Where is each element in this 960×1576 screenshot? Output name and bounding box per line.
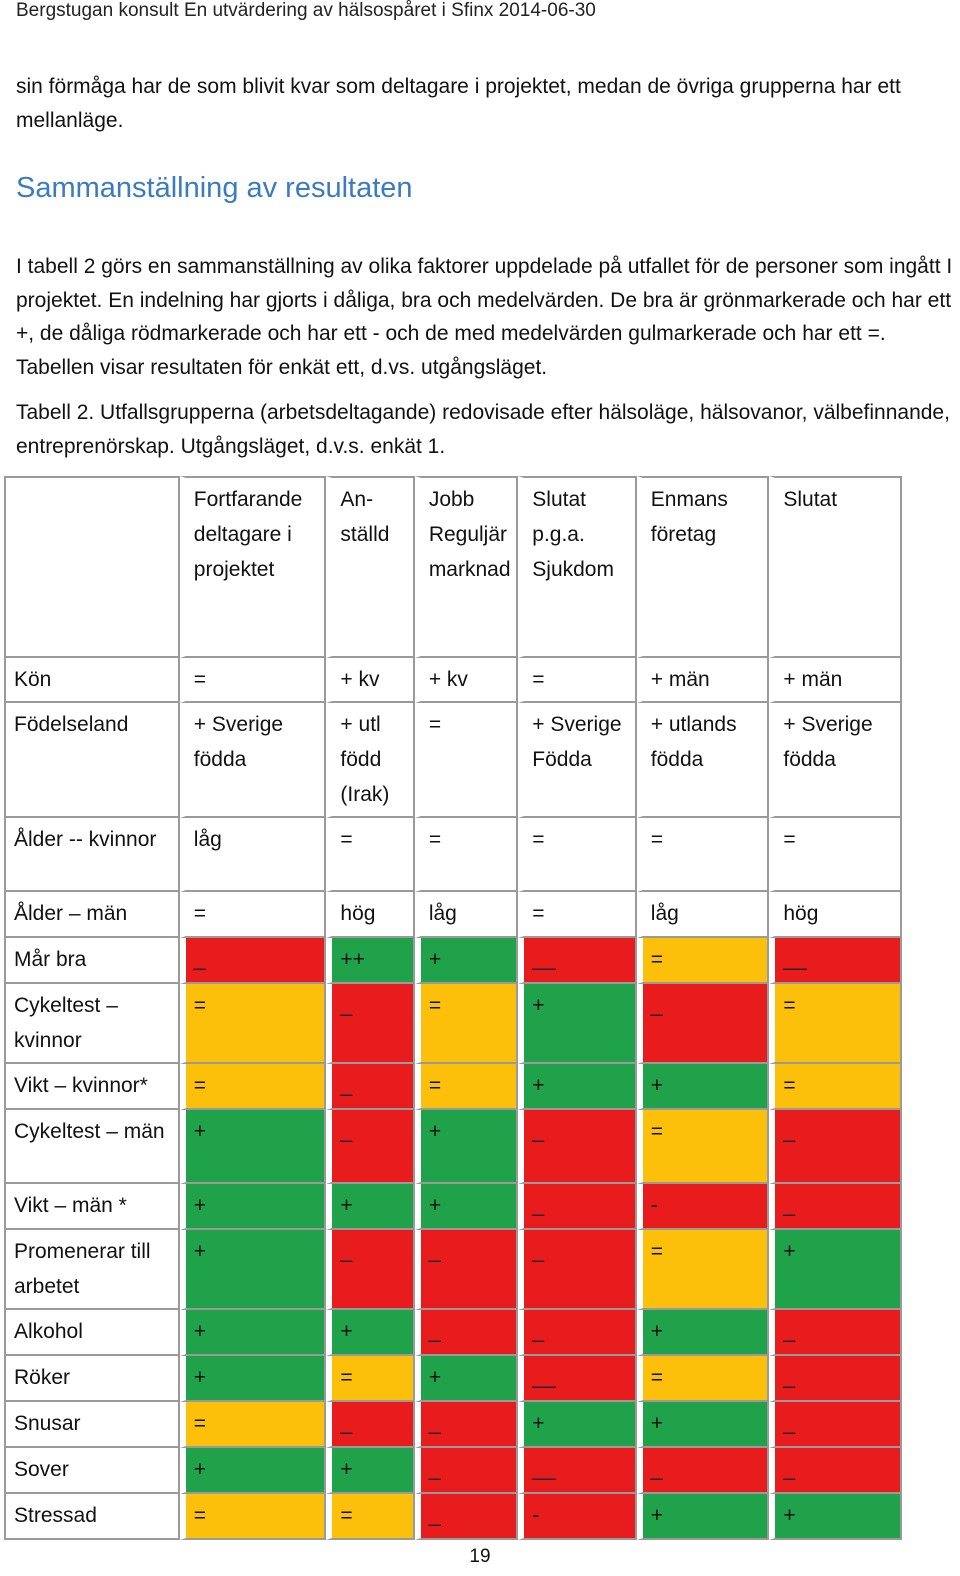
table-cell: = xyxy=(769,984,902,1064)
table-cell: _ xyxy=(326,1064,414,1110)
table-row xyxy=(4,1230,902,1310)
table-row xyxy=(4,1064,902,1110)
table-cell: _ xyxy=(415,1402,518,1448)
table-cell: + utlands födda xyxy=(637,703,770,818)
table-cell: = xyxy=(326,1494,414,1540)
table-cell: _ xyxy=(415,1310,518,1356)
row-label: Stressad xyxy=(4,1494,180,1540)
table-cell: __ xyxy=(518,1356,637,1402)
table-cell: _ xyxy=(326,984,414,1064)
table-row xyxy=(4,1310,902,1356)
table-cell: _ xyxy=(415,1494,518,1540)
table-cell: + xyxy=(518,1402,637,1448)
column-header: Enmans företag xyxy=(637,476,770,658)
row-label: Ålder -- kvinnor xyxy=(4,818,180,892)
table-cell: _ xyxy=(769,1310,902,1356)
table-row xyxy=(4,1184,902,1230)
table-row xyxy=(4,658,902,703)
table-cell: + män xyxy=(769,658,902,703)
table-cell: __ xyxy=(769,938,902,984)
row-label: Vikt – kvinnor* xyxy=(4,1064,180,1110)
table-cell: + xyxy=(769,1230,902,1310)
column-header: Slutat xyxy=(769,476,902,658)
table-cell: = xyxy=(415,818,518,892)
table-cell: + xyxy=(637,1310,770,1356)
table-cell: + xyxy=(326,1184,414,1230)
table-cell: _ xyxy=(180,938,327,984)
body-paragraph: I tabell 2 görs en sammanställning av olika faktorer uppdelade på utfallet för de personer som ingått I projektet. En indelning har gjorts i dåliga, bra och medelvärden. De bra är grönmarkerade och har ett +, de dåliga rödmarkerade och har ett - och de med medelvärden gulmarkerade och har ett =. Tabellen visar resultaten för enkät ett, d.vs. utgångsläget. xyxy=(16,255,953,379)
table-cell: + xyxy=(180,1110,327,1184)
table-cell: hög xyxy=(769,892,902,938)
table-cell: + män xyxy=(637,658,770,703)
table-cell: + xyxy=(637,1494,770,1540)
row-label: Cykeltest – kvinnor xyxy=(4,984,180,1064)
table-cell: = xyxy=(518,658,637,703)
table-cell: ++ xyxy=(326,938,414,984)
table-cell: _ xyxy=(518,1230,637,1310)
column-header: An-ställd xyxy=(326,476,414,658)
table-cell: + xyxy=(180,1310,327,1356)
table-cell: _ xyxy=(415,1230,518,1310)
table-cell: + xyxy=(415,1110,518,1184)
table-row xyxy=(4,938,902,984)
table-cell: - xyxy=(518,1494,637,1540)
table-cell: = xyxy=(180,1402,327,1448)
table-cell: = xyxy=(180,892,327,938)
table-cell: = xyxy=(637,1110,770,1184)
table-cell: = xyxy=(180,1064,327,1110)
table-cell: = xyxy=(180,658,327,703)
column-header xyxy=(4,476,180,658)
table-cell: = xyxy=(637,1356,770,1402)
results-table xyxy=(4,476,902,1540)
table-cell: = xyxy=(415,1064,518,1110)
table-cell: + kv xyxy=(326,658,414,703)
column-header: Slutat p.g.a. Sjukdom xyxy=(518,476,637,658)
table-cell: + utl född (Irak) xyxy=(326,703,414,818)
intro-paragraph: sin förmåga har de som blivit kvar som deltagare i projektet, medan de övriga grupperna har ett mellanläge. xyxy=(16,75,901,132)
page-number: 19 xyxy=(469,1546,491,1567)
table-row xyxy=(4,1402,902,1448)
table-cell: _ xyxy=(518,1310,637,1356)
table-cell: _ xyxy=(518,1184,637,1230)
table-cell: + xyxy=(180,1230,327,1310)
table-cell: = xyxy=(518,892,637,938)
section-heading: Sammanställning av resultaten xyxy=(16,172,413,204)
table-cell: låg xyxy=(180,818,327,892)
table-cell: _ xyxy=(326,1402,414,1448)
table-cell: _ xyxy=(769,1356,902,1402)
table-cell: hög xyxy=(326,892,414,938)
table-cell: + xyxy=(415,1184,518,1230)
row-label: Röker xyxy=(4,1356,180,1402)
table-row xyxy=(4,984,902,1064)
table-row xyxy=(4,703,902,818)
table-cell: = xyxy=(180,1494,327,1540)
table-cell: = xyxy=(769,1064,902,1110)
table-cell: + Sverige födda xyxy=(769,703,902,818)
table-cell: + xyxy=(326,1448,414,1494)
table-cell: _ xyxy=(769,1184,902,1230)
table-cell: - xyxy=(637,1184,770,1230)
table-cell: = xyxy=(769,818,902,892)
table-cell: + xyxy=(769,1494,902,1540)
table-cell: = xyxy=(415,703,518,818)
table-cell: + xyxy=(518,1064,637,1110)
table-cell: = xyxy=(518,818,637,892)
table-cell: __ xyxy=(518,1448,637,1494)
table-cell: = xyxy=(326,1356,414,1402)
table-cell: + xyxy=(180,1356,327,1402)
table-cell: = xyxy=(180,984,327,1064)
table-cell: + xyxy=(518,984,637,1064)
table-cell: _ xyxy=(637,984,770,1064)
row-label: Snusar xyxy=(4,1402,180,1448)
table-cell: + xyxy=(415,938,518,984)
table-cell: + Sverige Födda xyxy=(518,703,637,818)
row-label: Promenerar till arbetet xyxy=(4,1230,180,1310)
table-cell: = xyxy=(637,1230,770,1310)
table-cell: låg xyxy=(415,892,518,938)
document-header: Bergstugan konsult En utvärdering av hälsospåret i Sfinx 2014-06-30 xyxy=(16,0,596,21)
row-label: Cykeltest – män xyxy=(4,1110,180,1184)
row-label: Ålder – män xyxy=(4,892,180,938)
row-label: Födelseland xyxy=(4,703,180,818)
table-row xyxy=(4,1448,902,1494)
table-cell: + Sverige födda xyxy=(180,703,327,818)
table-cell: _ xyxy=(769,1110,902,1184)
table-cell: + kv xyxy=(415,658,518,703)
table-cell: _ xyxy=(518,1110,637,1184)
table-cell: _ xyxy=(769,1448,902,1494)
table-cell: + xyxy=(637,1402,770,1448)
table-cell: = xyxy=(415,984,518,1064)
table-cell: + xyxy=(180,1448,327,1494)
table-cell: = xyxy=(637,938,770,984)
row-label: Kön xyxy=(4,658,180,703)
table-cell: = xyxy=(637,818,770,892)
table-cell: __ xyxy=(518,938,637,984)
table-cell: _ xyxy=(637,1448,770,1494)
table-caption: Tabell 2. Utfallsgrupperna (arbetsdeltagande) redovisade efter hälsoläge, hälsovanor, välbefinnande, entreprenörskap. Utgångsläget, d.v.s. enkät 1. xyxy=(16,401,950,458)
table-header-row xyxy=(4,476,902,658)
table-row xyxy=(4,1110,902,1184)
table-cell: _ xyxy=(326,1110,414,1184)
row-label: Sover xyxy=(4,1448,180,1494)
row-label: Mår bra xyxy=(4,938,180,984)
table-row xyxy=(4,1494,902,1540)
table-cell: + xyxy=(326,1310,414,1356)
table-cell: + xyxy=(180,1184,327,1230)
row-label: Alkohol xyxy=(4,1310,180,1356)
table-cell: _ xyxy=(769,1402,902,1448)
column-header: Jobb Reguljär marknad xyxy=(415,476,518,658)
table-cell: låg xyxy=(637,892,770,938)
column-header: Fortfarande deltagare i projektet xyxy=(180,476,327,658)
table-cell: + xyxy=(637,1064,770,1110)
table-row xyxy=(4,818,902,892)
table-row xyxy=(4,892,902,938)
table-cell: _ xyxy=(415,1448,518,1494)
table-row xyxy=(4,1356,902,1402)
table-cell: _ xyxy=(326,1230,414,1310)
table-cell: = xyxy=(326,818,414,892)
row-label: Vikt – män * xyxy=(4,1184,180,1230)
table-cell: + xyxy=(415,1356,518,1402)
